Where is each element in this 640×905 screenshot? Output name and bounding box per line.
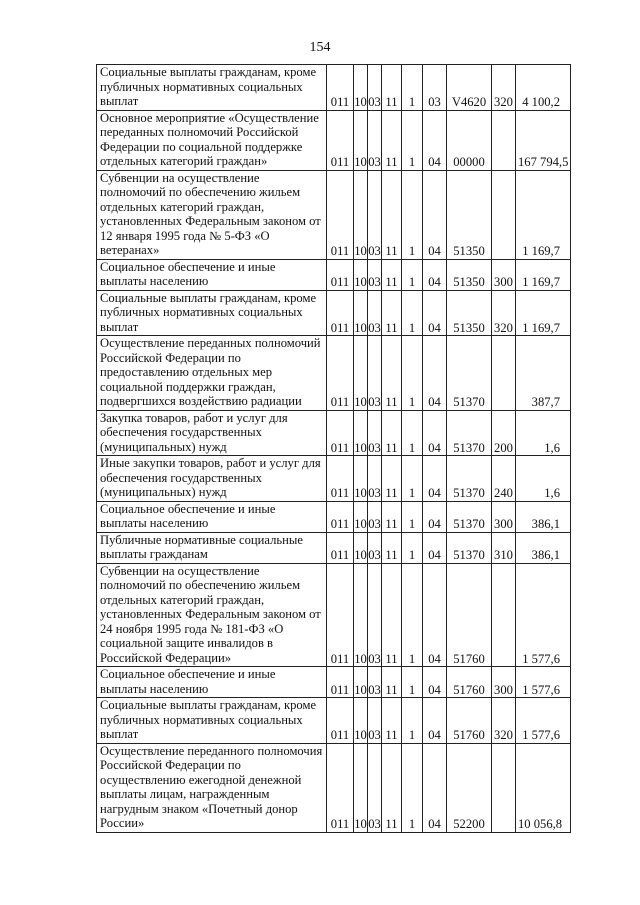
code-subprogram-cell: 1 [402,410,423,456]
item-name-cell: Социальные выплаты гражданам, кроме публичных нормативных социальных выплат [97,65,327,111]
code-pr-cell: 03 [368,259,382,290]
item-name-cell: Осуществление переданного полномочия Российской Федерации по осуществлению ежегодной денежной выплаты лицам, награжденным нагрудным знаком «Почетный донор России» [97,743,327,832]
item-name-cell: Социальное обеспечение и иные выплаты населению [97,667,327,698]
code-expense-type-cell [492,110,516,170]
code-event-cell: 04 [423,532,447,563]
item-name-cell: Основное мероприятие «Осуществление переданных полномочий Российской Федерации по социальной поддержке отдельных категорий граждан» [97,110,327,170]
code-subprogram-cell: 1 [402,667,423,698]
code-gr-cell: 011 [327,259,354,290]
page-number: 154 [309,40,331,55]
code-pr-cell: 03 [368,65,382,111]
item-name-cell: Субвенции на осуществление полномочий по обеспечению жильем отдельных категорий граждан, установленных Федеральным законом от 12 января 1995 года № 5-ФЗ «О ветеранах» [97,170,327,259]
code-subprogram-cell: 1 [402,259,423,290]
code-program-cell: 11 [382,336,402,411]
code-pr-cell: 03 [368,743,382,832]
amount-cell: 4 100,2 [516,65,571,111]
amount-cell: 1 577,6 [516,667,571,698]
amount-cell: 1 169,7 [516,170,571,259]
code-gr-cell: 011 [327,563,354,667]
code-subprogram-cell: 1 [402,290,423,336]
code-gr-cell: 011 [327,336,354,411]
code-event-cell: 04 [423,743,447,832]
code-rz-cell: 10 [354,667,368,698]
amount-cell: 1,6 [516,410,571,456]
code-program-cell: 11 [382,170,402,259]
table-row [97,456,571,502]
code-gr-cell: 011 [327,110,354,170]
code-expense-type-cell: 240 [492,456,516,502]
code-rz-cell: 10 [354,290,368,336]
code-event-cell: 04 [423,410,447,456]
code-program-cell: 11 [382,456,402,502]
code-subprogram-cell: 1 [402,532,423,563]
code-direction-cell: 51350 [447,259,492,290]
code-direction-cell: 51370 [447,336,492,411]
table-row [97,259,571,290]
code-direction-cell: 51370 [447,456,492,502]
code-expense-type-cell: 320 [492,65,516,111]
code-subprogram-cell: 1 [402,743,423,832]
code-event-cell: 04 [423,336,447,411]
code-gr-cell: 011 [327,698,354,744]
code-event-cell: 04 [423,290,447,336]
table-row [97,667,571,698]
code-program-cell: 11 [382,698,402,744]
code-program-cell: 11 [382,743,402,832]
code-expense-type-cell: 300 [492,667,516,698]
code-pr-cell: 03 [368,563,382,667]
code-rz-cell: 10 [354,698,368,744]
table-row [97,743,571,832]
code-gr-cell: 011 [327,743,354,832]
code-subprogram-cell: 1 [402,336,423,411]
code-gr-cell: 011 [327,532,354,563]
code-rz-cell: 10 [354,532,368,563]
code-program-cell: 11 [382,667,402,698]
code-subprogram-cell: 1 [402,698,423,744]
item-name-cell: Социальные выплаты гражданам, кроме публичных нормативных социальных выплат [97,698,327,744]
code-program-cell: 11 [382,532,402,563]
code-expense-type-cell [492,170,516,259]
code-event-cell: 04 [423,259,447,290]
item-name-cell: Субвенции на осуществление полномочий по обеспечению жильем отдельных категорий граждан, установленных Федеральным законом от 24 ноября 1995 года № 181-ФЗ «О социальной защите инвалидов в Российской Федерации» [97,563,327,667]
code-direction-cell: 51370 [447,532,492,563]
code-event-cell: 04 [423,698,447,744]
item-name-cell: Социальные выплаты гражданам, кроме публичных нормативных социальных выплат [97,290,327,336]
code-pr-cell: 03 [368,501,382,532]
code-expense-type-cell: 320 [492,290,516,336]
amount-cell: 387,7 [516,336,571,411]
code-rz-cell: 10 [354,259,368,290]
table-row [97,410,571,456]
item-name-cell: Осуществление переданных полномочий Российской Федерации по предоставлению отдельных мер социальной поддержки граждан, подвергшихся воздействию радиации [97,336,327,411]
item-name-cell: Иные закупки товаров, работ и услуг для обеспечения государственных (муниципальных) нужд [97,456,327,502]
table-row [97,290,571,336]
code-gr-cell: 011 [327,410,354,456]
item-name-cell: Закупка товаров, работ и услуг для обеспечения государственных (муниципальных) нужд [97,410,327,456]
code-pr-cell: 03 [368,170,382,259]
code-program-cell: 11 [382,110,402,170]
code-rz-cell: 10 [354,743,368,832]
amount-cell: 386,1 [516,532,571,563]
code-program-cell: 11 [382,259,402,290]
code-expense-type-cell: 200 [492,410,516,456]
code-direction-cell: 52200 [447,743,492,832]
code-subprogram-cell: 1 [402,110,423,170]
code-expense-type-cell [492,336,516,411]
code-gr-cell: 011 [327,170,354,259]
code-pr-cell: 03 [368,410,382,456]
code-pr-cell: 03 [368,667,382,698]
code-event-cell: 04 [423,110,447,170]
code-rz-cell: 10 [354,65,368,111]
code-direction-cell: 51760 [447,667,492,698]
amount-cell: 1 577,6 [516,698,571,744]
amount-cell: 10 056,8 [516,743,571,832]
code-direction-cell: 00000 [447,110,492,170]
code-pr-cell: 03 [368,110,382,170]
code-program-cell: 11 [382,410,402,456]
code-rz-cell: 10 [354,501,368,532]
table-row [97,532,571,563]
item-name-cell: Социальное обеспечение и иные выплаты населению [97,501,327,532]
code-rz-cell: 10 [354,110,368,170]
code-rz-cell: 10 [354,410,368,456]
amount-cell: 167 794,5 [516,110,571,170]
code-direction-cell: V4620 [447,65,492,111]
code-gr-cell: 011 [327,501,354,532]
code-subprogram-cell: 1 [402,65,423,111]
code-direction-cell: 51370 [447,410,492,456]
code-expense-type-cell: 310 [492,532,516,563]
code-pr-cell: 03 [368,532,382,563]
code-pr-cell: 03 [368,698,382,744]
code-program-cell: 11 [382,563,402,667]
item-name-cell: Социальное обеспечение и иные выплаты населению [97,259,327,290]
code-event-cell: 04 [423,501,447,532]
code-direction-cell: 51370 [447,501,492,532]
table-row [97,698,571,744]
code-program-cell: 11 [382,290,402,336]
code-event-cell: 04 [423,170,447,259]
code-gr-cell: 011 [327,65,354,111]
code-expense-type-cell: 320 [492,698,516,744]
code-gr-cell: 011 [327,290,354,336]
code-event-cell: 03 [423,65,447,111]
budget-table [96,64,571,833]
code-rz-cell: 10 [354,336,368,411]
amount-cell: 1 169,7 [516,290,571,336]
code-rz-cell: 10 [354,563,368,667]
code-gr-cell: 011 [327,456,354,502]
table-row [97,336,571,411]
amount-cell: 1,6 [516,456,571,502]
code-expense-type-cell: 300 [492,501,516,532]
code-program-cell: 11 [382,501,402,532]
code-event-cell: 04 [423,563,447,667]
item-name-cell: Публичные нормативные социальные выплаты гражданам [97,532,327,563]
amount-cell: 1 577,6 [516,563,571,667]
code-direction-cell: 51350 [447,290,492,336]
table-row [97,501,571,532]
amount-cell: 386,1 [516,501,571,532]
code-direction-cell: 51760 [447,563,492,667]
code-rz-cell: 10 [354,170,368,259]
code-subprogram-cell: 1 [402,563,423,667]
code-pr-cell: 03 [368,456,382,502]
code-subprogram-cell: 1 [402,170,423,259]
code-pr-cell: 03 [368,290,382,336]
code-subprogram-cell: 1 [402,501,423,532]
code-direction-cell: 51350 [447,170,492,259]
code-program-cell: 11 [382,65,402,111]
code-event-cell: 04 [423,456,447,502]
code-rz-cell: 10 [354,456,368,502]
table-row [97,110,571,170]
code-direction-cell: 51760 [447,698,492,744]
code-expense-type-cell [492,743,516,832]
code-expense-type-cell: 300 [492,259,516,290]
table-row [97,170,571,259]
code-gr-cell: 011 [327,667,354,698]
amount-cell: 1 169,7 [516,259,571,290]
table-row [97,563,571,667]
code-pr-cell: 03 [368,336,382,411]
budget-table-body [97,65,571,833]
code-subprogram-cell: 1 [402,456,423,502]
code-expense-type-cell [492,563,516,667]
code-event-cell: 04 [423,667,447,698]
table-row [97,65,571,111]
